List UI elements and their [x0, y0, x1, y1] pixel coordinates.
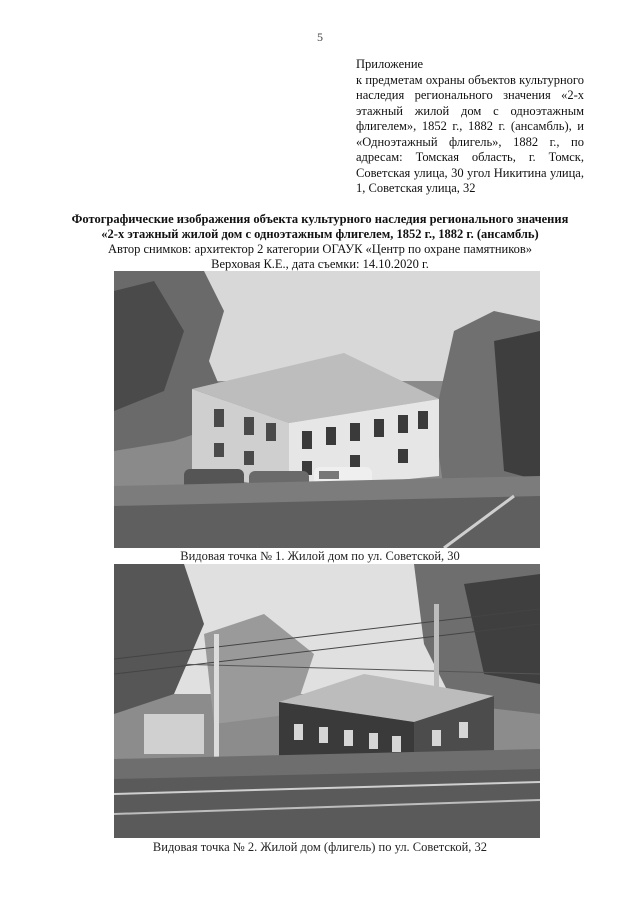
author-line-1: Автор снимков: архитектор 2 категории ОГАУК «Центр по охране памятников» [107, 242, 533, 256]
appendix-text: к предметам охраны объектов культурного наследия регионального значения «2-х этажный жилой дом с одноэтажным флигелем», 1852 г., 1882 г. (ансамбль), и «Одноэтажный флигель», 1882 г., по адресам: Томская область, г. Томск, Советская улица, 30 угол Никитина улица, 1, Советская улица, 32 [356, 72, 584, 195]
photo-viewpoint-2 [114, 564, 540, 838]
appendix-title: Приложение [356, 57, 424, 71]
photo-2-caption: Видовая точка № 2. Жилой дом (флигель) по ул. Советской, 32 [152, 840, 488, 854]
photo-1-caption: Видовая точка № 1. Жилой дом по ул. Советской, 30 [180, 549, 460, 563]
author-line-2: Верховая К.Е., дата съемки: 14.10.2020 г. [211, 257, 429, 271]
document-heading [40, 212, 600, 272]
appendix-block [356, 57, 584, 197]
heading-title-line-2: «2-х этажный жилой дом с одноэтажным флигелем, 1852 г., 1882 г. (ансамбль) [101, 227, 539, 241]
photo-viewpoint-1 [114, 271, 540, 548]
heading-title-line-1: Фотографические изображения объекта культурного наследия регионального значения [71, 212, 569, 226]
page-number: 5 [317, 30, 323, 44]
